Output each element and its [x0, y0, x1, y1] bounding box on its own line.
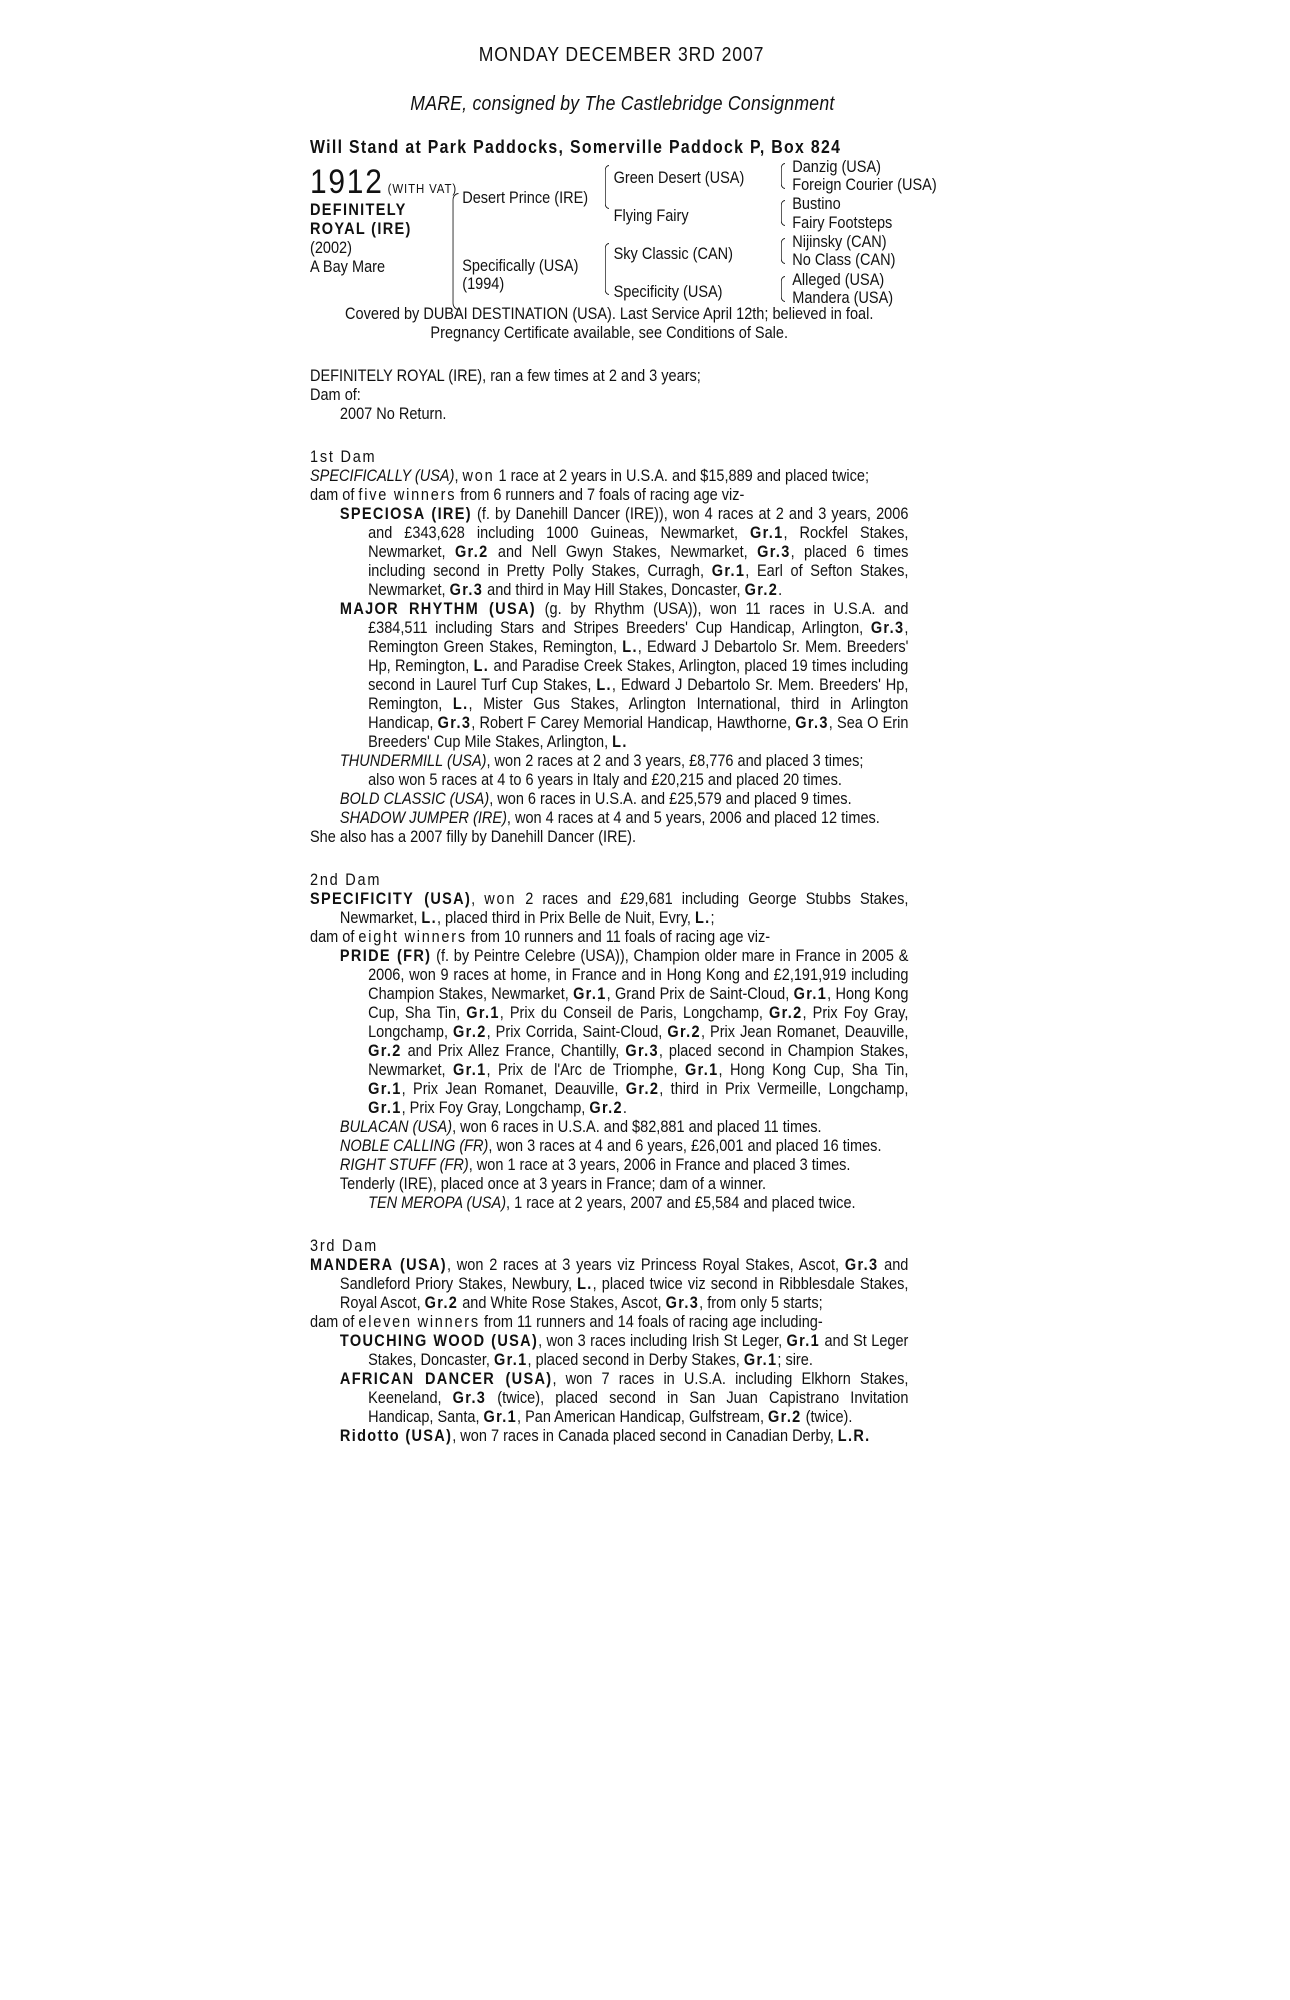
- third-dam-record: [310, 1256, 908, 1313]
- pride-text-m: , third in Prix Vermeille, Longchamp,: [659, 1080, 909, 1098]
- produce-pride: [310, 947, 908, 1118]
- horse-description: A Bay Mare: [310, 258, 386, 276]
- first-dam-produce: [310, 486, 908, 505]
- listed: L.: [452, 695, 469, 713]
- second-dam-section: [310, 871, 908, 1213]
- grade: Gr.2: [368, 1042, 402, 1060]
- grade: Gr.3: [795, 714, 829, 732]
- grade: Gr.1: [786, 1332, 821, 1350]
- grade: Gr.1: [743, 1351, 778, 1369]
- dam-of-text: dam of: [310, 486, 359, 504]
- grade: Gr.3: [870, 619, 905, 637]
- touching-wood-text-b: and St Leger Stakes, Doncaster,: [368, 1332, 909, 1369]
- grade: Gr.2: [769, 1004, 803, 1022]
- speciosa-name: SPECIOSA (IRE): [339, 505, 472, 523]
- grade: Gr.2: [625, 1080, 660, 1098]
- produce-record: [310, 367, 908, 424]
- pride-name: PRIDE (FR): [339, 947, 432, 965]
- produce-shadow-jumper: [310, 809, 908, 828]
- grade: Gr.3: [437, 714, 472, 732]
- winners-count: five winners: [358, 486, 457, 504]
- speciosa-text-c: and Nell Gwyn Stakes, Newmarket,: [488, 543, 758, 561]
- thundermill-name: THUNDERMILL (USA): [339, 752, 487, 770]
- great-grandparent-5: Nijinsky (CAN): [792, 233, 887, 251]
- shadow-jumper-text: , won 4 races at 4 and 5 years, 2006 and placed 12 times.: [506, 809, 880, 827]
- ggs-brace-4: [781, 276, 785, 302]
- second-dam-text-a: 2 races and £29,681 including George Stubbs Stakes, Newmarket,: [339, 890, 909, 927]
- grade: Gr.2: [589, 1099, 623, 1117]
- listed: L.: [577, 1275, 593, 1293]
- produce-major-rhythm: [310, 600, 908, 752]
- period: .: [778, 581, 783, 599]
- second-dam-record: SPECIFICITY (USA), won 2 races and £29,681 including George Stubbs Stakes, Newmarket, L., placed third in Prix Belle de Nuit, Evry, L.;: [310, 890, 909, 927]
- dam-year: (1994): [462, 275, 505, 293]
- third-dam-heading: 3rd Dam: [310, 1237, 379, 1255]
- second-dam-text-c: ;: [710, 909, 715, 927]
- grade: Gr.1: [466, 1004, 500, 1022]
- produce-touching-wood: [310, 1332, 908, 1370]
- thundermill-text: , won 2 races at 2 and 3 years, £8,776 and placed 3 times;: [486, 752, 864, 770]
- listed: L.R.: [837, 1427, 871, 1445]
- grade: Gr.3: [665, 1294, 700, 1312]
- major-rhythm-text-a: (g. by Rhythm (USA)), won 11 races in U.S.A. and £384,511 including Stars and Stripes Breeders' Cup Handicap, Arlington,: [368, 600, 909, 637]
- african-dancer-text-b: (twice), placed second in San Juan Capistrano Invitation Handicap, Santa,: [368, 1389, 909, 1426]
- ten-meropa-name: TEN MEROPA (USA): [368, 1194, 507, 1212]
- dam-of-detail: from 6 runners and 7 foals of racing age viz-: [456, 486, 745, 504]
- consignor-line: MARE, consigned by The Castlebridge Consignment: [410, 93, 835, 115]
- dam-line-brace: [605, 243, 609, 295]
- listed: L.: [694, 909, 711, 927]
- lot-number-block: [310, 165, 457, 199]
- grade: Gr.2: [744, 581, 779, 599]
- won-word: won: [484, 890, 517, 908]
- right-stuff-text: , won 1 race at 3 years, 2006 in France and placed 3 times.: [468, 1156, 851, 1174]
- grade: Gr.3: [449, 581, 484, 599]
- won-word: won: [462, 467, 495, 485]
- major-rhythm-text-c: , Edward J Debartolo Sr. Mem. Breeders' Hp, Remington,: [368, 638, 909, 675]
- first-dam-race-record: 1 race at 2 years in U.S.A. and $15,889 and placed twice;: [494, 467, 869, 485]
- pride-text-l: , Prix Jean Romanet, Deauville,: [401, 1080, 626, 1098]
- african-dancer-name: AFRICAN DANCER (USA): [339, 1370, 553, 1388]
- pride-text-i: , placed second in Champion Stakes, Newmarket,: [368, 1042, 909, 1079]
- thundermill-italy: also won 5 races at 4 to 6 years in Italy and £20,215 and placed 20 times.: [368, 771, 842, 789]
- pride-text-c: , Hong Kong Cup, Sha Tin,: [368, 985, 909, 1022]
- grade: Gr.1: [573, 985, 607, 1003]
- grade: Gr.1: [711, 562, 746, 580]
- first-dam-also: She also has a 2007 filly by Danehill Dancer (IRE).: [310, 828, 637, 846]
- grade: Gr.3: [844, 1256, 879, 1274]
- bold-classic-name: BOLD CLASSIC (USA): [339, 790, 490, 808]
- speciosa-text-b: , Rockfel Stakes, Newmarket,: [368, 524, 909, 561]
- sire-line-brace: [605, 165, 609, 209]
- grade: Gr.2: [453, 1023, 487, 1041]
- ggs-brace-2: [781, 200, 785, 226]
- vat-note: (WITH VAT): [387, 181, 458, 196]
- third-dam-produce: [310, 1313, 908, 1332]
- sale-date: MONDAY DECEMBER 3RD 2007: [478, 44, 765, 66]
- dam-of-label: Dam of:: [310, 386, 361, 404]
- touching-wood-text-c: , placed second in Derby Stakes,: [527, 1351, 744, 1369]
- ten-meropa-text: , 1 race at 2 years, 2007 and £5,584 and placed twice.: [506, 1194, 856, 1212]
- third-dam-text-d: and White Rose Stakes, Ascot,: [458, 1294, 666, 1312]
- grade: Gr.1: [368, 1099, 402, 1117]
- african-dancer-text-c: , Pan American Handicap, Gulfstream,: [517, 1408, 769, 1426]
- ggs-brace-3: [781, 238, 785, 264]
- grade: Gr.1: [684, 1061, 719, 1079]
- grade: Gr.1: [793, 985, 828, 1003]
- listed: L.: [473, 657, 490, 675]
- sire: Desert Prince (IRE): [462, 189, 589, 207]
- pride-text-d: , Prix du Conseil de Paris, Longchamp,: [499, 1004, 770, 1022]
- great-grandparent-8: Mandera (USA): [792, 289, 894, 307]
- shadow-jumper-name: SHADOW JUMPER (IRE): [339, 809, 507, 827]
- listed: L.: [421, 909, 437, 927]
- granddam-1: Flying Fairy: [613, 207, 689, 225]
- ridotto-text: , won 7 races in Canada placed second in Canadian Derby,: [452, 1427, 838, 1445]
- major-rhythm-text-h: , Sea O Erin Breeders' Cup Mile Stakes, Arlington,: [368, 714, 909, 751]
- granddam-2: Specificity (USA): [613, 283, 723, 301]
- grade: Gr.1: [483, 1408, 518, 1426]
- right-stuff-name: RIGHT STUFF (FR): [339, 1156, 469, 1174]
- grade: Gr.2: [667, 1023, 701, 1041]
- third-dam-name: MANDERA (USA): [310, 1256, 447, 1274]
- catalogue-page: [310, 44, 937, 1446]
- major-rhythm-text-e: , Edward J Debartolo Sr. Mem. Breeders' Hp, Remington,: [368, 676, 909, 713]
- grade: Gr.3: [452, 1389, 487, 1407]
- grandsire-2: Sky Classic (CAN): [613, 245, 734, 263]
- grade: Gr.1: [750, 524, 784, 542]
- third-dam-text-e: , from only 5 starts;: [699, 1294, 823, 1312]
- grandsire-1: Green Desert (USA): [613, 169, 745, 187]
- major-rhythm-text-d: and Paradise Creek Stakes, Arlington, placed 19 times including second in Laurel Turf Cup Stakes,: [368, 657, 909, 694]
- grade: Gr.3: [625, 1042, 659, 1060]
- bulacan-name: BULACAN (USA): [339, 1118, 453, 1136]
- major-rhythm-text-b: , Remington Green Stakes, Remington,: [368, 619, 909, 656]
- dam-of-text: dam of: [310, 1313, 359, 1331]
- pride-text-a: (f. by Peintre Celebre (USA)), Champion older mare in France in 2005 & 2006, won 9 races at home, in France and in Hong Kong and £2,191,919 including Champion Stakes, Newmarket,: [368, 947, 909, 1003]
- listed: L.: [622, 638, 638, 656]
- pride-text-e: , Prix Foy Gray, Longchamp,: [368, 1004, 909, 1041]
- first-dam-record: SPECIFICALLY (USA), won 1 race at 2 years in U.S.A. and $15,889 and placed twice;: [310, 467, 869, 485]
- speciosa-text-d: , placed 6 times including second in Pretty Polly Stakes, Curragh,: [368, 543, 909, 580]
- great-grandparent-2: Foreign Courier (USA): [792, 176, 937, 194]
- first-dam-heading: 1st Dam: [310, 448, 377, 466]
- second-dam-produce: [310, 928, 908, 947]
- pedigree-table: [310, 158, 996, 307]
- major-rhythm-text-g: , Robert F Carey Memorial Handicap, Hawthorne,: [471, 714, 796, 732]
- winners-count: eleven winners: [358, 1313, 480, 1331]
- bold-classic-text: , won 6 races in U.S.A. and £25,579 and placed 9 times.: [489, 790, 852, 808]
- major-rhythm-name: MAJOR RHYTHM (USA): [339, 600, 536, 618]
- pride-text-b: , Grand Prix de Saint-Cloud,: [606, 985, 794, 1003]
- second-dam-text-b: , placed third in Prix Belle de Nuit, Evry,: [436, 909, 695, 927]
- speciosa-text-f: and third in May Hill Stakes, Doncaster,: [483, 581, 745, 599]
- speciosa-text-e: , Earl of Sefton Stakes, Newmarket,: [368, 562, 909, 599]
- produce-african-dancer: [310, 1370, 908, 1427]
- covered-line-2: Pregnancy Certificate available, see Conditions of Sale.: [430, 324, 788, 342]
- produce-2007: 2007 No Return.: [339, 405, 447, 423]
- produce-thundermill: [310, 752, 908, 771]
- dam-of-detail: from 11 runners and 14 foals of racing age including-: [479, 1313, 823, 1331]
- major-rhythm-text-f: , Mister Gus Stakes, Arlington International, third in Arlington Handicap,: [368, 695, 909, 732]
- horse-name-line2: ROYAL (IRE): [310, 220, 412, 238]
- touching-wood-text-d: ; sire.: [777, 1351, 813, 1369]
- stand-location: Will Stand at Park Paddocks, Somerville Paddock P, Box 824: [310, 137, 842, 157]
- produce-bulacan: [310, 1118, 908, 1137]
- period: .: [622, 1099, 627, 1117]
- foaling-year: (2002): [310, 239, 352, 257]
- sire-dam-brace: [453, 193, 459, 310]
- pride-text-k: , Hong Kong Cup, Sha Tin,: [718, 1061, 909, 1079]
- pride-text-g: , Prix Jean Romanet, Deauville,: [700, 1023, 909, 1041]
- listed: L.: [596, 676, 612, 694]
- grade: Gr.1: [453, 1061, 487, 1079]
- pride-text-j: , Prix de l'Arc de Triomphe,: [486, 1061, 685, 1079]
- first-dam-name: SPECIFICALLY (USA): [310, 467, 455, 485]
- pride-text-n: , Prix Foy Gray, Longchamp,: [401, 1099, 590, 1117]
- grade: Gr.2: [768, 1408, 802, 1426]
- third-dam-section: [310, 1237, 908, 1446]
- produce-ridotto: [310, 1427, 908, 1446]
- third-dam-text-c: , placed twice viz second in Ribblesdale Stakes, Royal Ascot,: [339, 1275, 909, 1312]
- grade: Gr.1: [368, 1080, 402, 1098]
- produce-bold-classic: [310, 790, 908, 809]
- third-dam-text-b: and Sandleford Priory Stakes, Newbury,: [339, 1256, 909, 1293]
- speciosa-text-a: (f. by Danehill Dancer (IRE)), won 4 races at 2 and 3 years, 2006 and £343,628 including 1000 Guineas, Newmarket,: [368, 505, 909, 542]
- pride-text-f: , Prix Corrida, Saint-Cloud,: [486, 1023, 668, 1041]
- pride-text-h: and Prix Allez France, Chantilly,: [401, 1042, 626, 1060]
- second-dam-heading: 2nd Dam: [310, 871, 382, 889]
- bulacan-text: , won 6 races in U.S.A. and $82,881 and placed 11 times.: [452, 1118, 822, 1136]
- noble-calling-text: , won 3 races at 4 and 6 years, £26,001 and placed 16 times.: [488, 1137, 882, 1155]
- produce-tenderly: Tenderly (IRE), placed once at 3 years in France; dam of a winner.: [339, 1175, 767, 1193]
- touching-wood-text-a: , won 3 races including Irish St Leger,: [538, 1332, 787, 1350]
- produce-noble-calling: [310, 1137, 908, 1156]
- great-grandparent-7: Alleged (USA): [792, 271, 885, 289]
- intro-line: DEFINITELY ROYAL (IRE), ran a few times at 2 and 3 years;: [310, 367, 701, 385]
- horse-name-line1: DEFINITELY: [310, 201, 407, 219]
- african-dancer-text-d: (twice).: [801, 1408, 853, 1426]
- first-dam-section: [310, 448, 908, 847]
- ggs-brace-1: [781, 163, 785, 189]
- produce-ten-meropa: [310, 1194, 908, 1213]
- great-grandparent-1: Danzig (USA): [792, 158, 882, 176]
- african-dancer-text-a: , won 7 races in U.S.A. including Elkhorn Stakes, Keeneland,: [368, 1370, 909, 1407]
- great-grandparent-4: Fairy Footsteps: [792, 214, 893, 232]
- noble-calling-name: NOBLE CALLING (FR): [339, 1137, 489, 1155]
- great-grandparent-3: Bustino: [792, 195, 841, 213]
- produce-right-stuff: [310, 1156, 908, 1175]
- second-dam-name: SPECIFICITY (USA): [310, 890, 472, 908]
- produce-speciosa: [310, 505, 908, 600]
- third-dam-text-a: , won 2 races at 3 years viz Princess Royal Stakes, Ascot,: [446, 1256, 845, 1274]
- grade: Gr.2: [454, 543, 489, 561]
- winners-count: eight winners: [358, 928, 467, 946]
- grade: Gr.3: [757, 543, 791, 561]
- dam: Specifically (USA): [462, 257, 579, 275]
- lot-number: 1912: [310, 163, 384, 201]
- listed: L.: [612, 733, 628, 751]
- touching-wood-name: TOUCHING WOOD (USA): [339, 1332, 539, 1350]
- ridotto-name: Ridotto (USA): [339, 1427, 453, 1445]
- great-grandparent-6: No Class (CAN): [792, 251, 896, 269]
- dam-of-text: dam of: [310, 928, 359, 946]
- covered-line-1: Covered by DUBAI DESTINATION (USA). Last Service April 12th; believed in foal.: [345, 305, 874, 323]
- grade: Gr.1: [493, 1351, 528, 1369]
- grade: Gr.2: [424, 1294, 459, 1312]
- dam-of-detail: from 10 runners and 11 foals of racing age viz-: [466, 928, 771, 946]
